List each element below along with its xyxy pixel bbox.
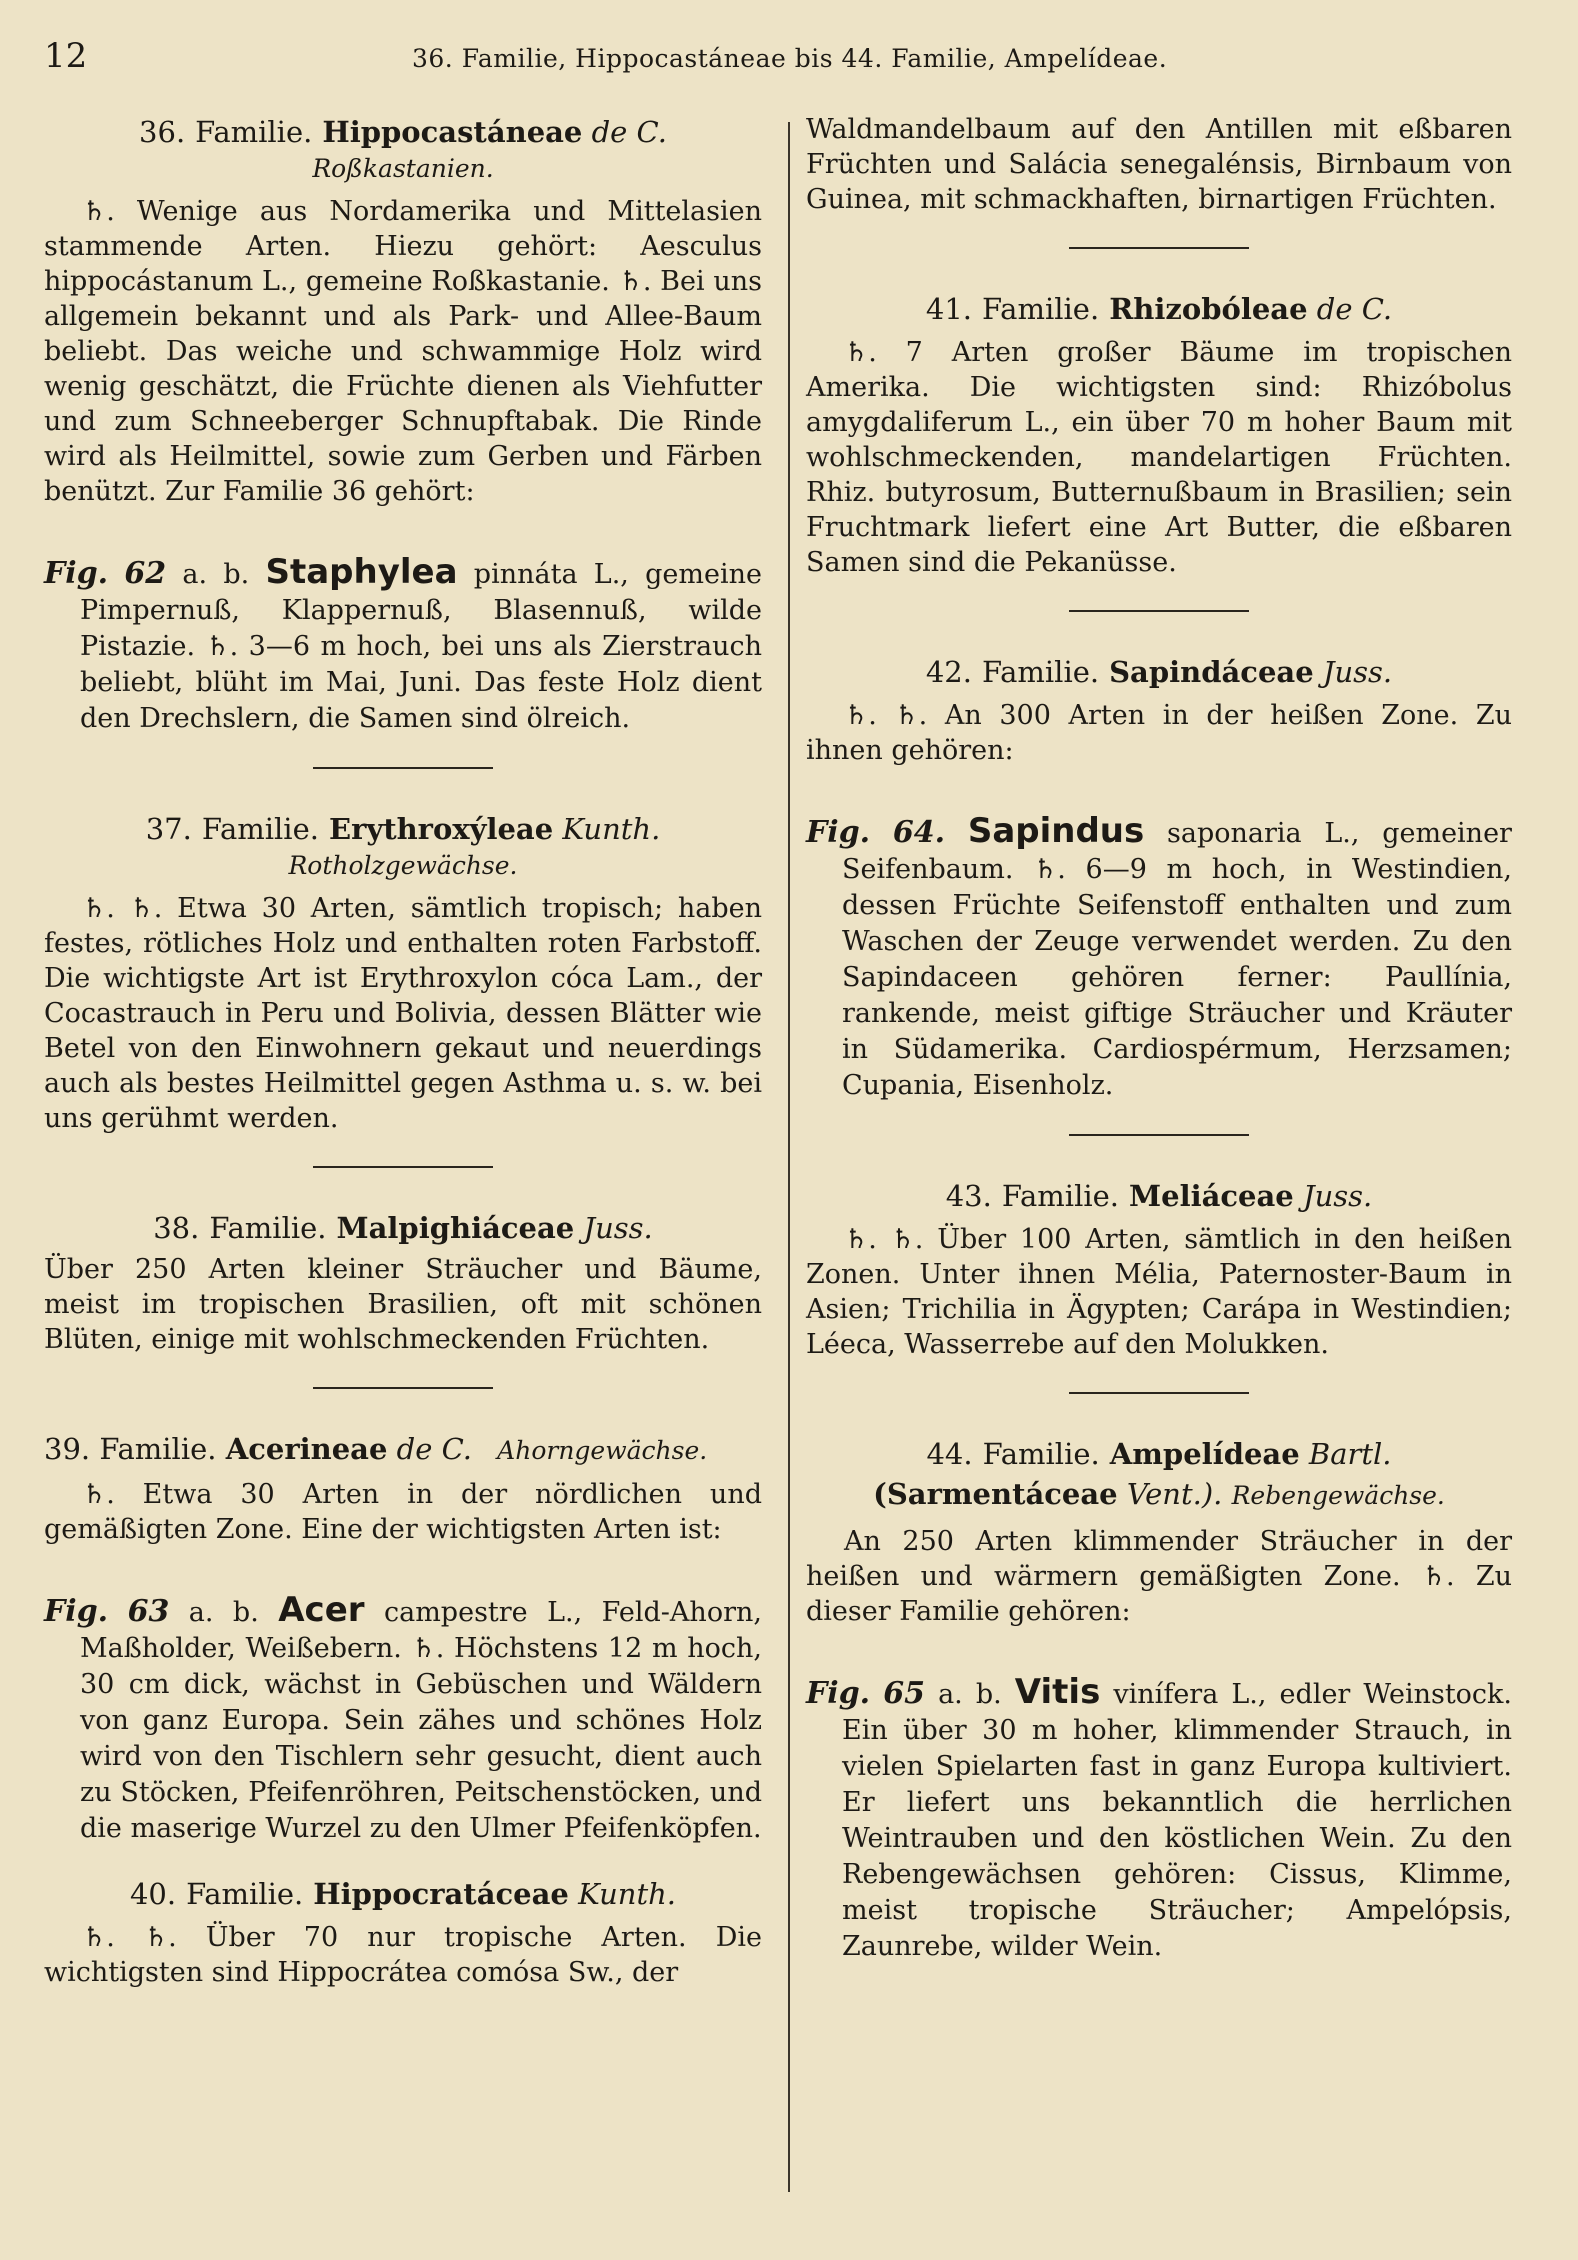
right-column xyxy=(806,112,1512,1992)
family-44 xyxy=(806,1434,1512,1965)
family-heading xyxy=(806,1176,1512,1216)
family-name: Hippocratáceae xyxy=(313,1877,569,1911)
figure-label: Fig. xyxy=(44,1594,109,1629)
family-number: 41. xyxy=(925,292,973,326)
common-name: Rotholzgewächse. xyxy=(288,851,518,880)
section-divider xyxy=(1069,610,1249,612)
family-number: 42. xyxy=(925,655,972,689)
figure-number: 64. xyxy=(892,815,946,850)
figure-label: Fig. xyxy=(44,556,109,591)
family-number: 36. xyxy=(139,115,186,149)
family-author: de C. xyxy=(396,1432,472,1466)
family-author: de C. xyxy=(1316,292,1393,326)
common-name: Roßkastanien. xyxy=(312,154,494,183)
family-label: Familie. xyxy=(982,1437,1100,1471)
section-divider xyxy=(313,1166,493,1168)
family-heading xyxy=(806,289,1512,329)
family-text: ♄. ♄. Über 100 Arten, sämtlich in den heißen Zonen. Unter ihnen Mélia, Paternoster-Baum in Asien; Trichilia in Ägypten; Carápa in Westindien; Léeca, Wasserrebe auf den Molukken. xyxy=(806,1224,1512,1360)
page-number: 12 xyxy=(44,36,88,76)
family-author: Kunth. xyxy=(578,1877,676,1911)
family-heading xyxy=(44,1874,762,1914)
common-name: Rebengewächse. xyxy=(1231,1481,1445,1510)
family-heading xyxy=(806,652,1512,692)
figure-number: 62 xyxy=(124,556,167,591)
family-name: Sapindáceae xyxy=(1109,655,1314,689)
family-synonym: (Sarmentáceae xyxy=(873,1477,1118,1511)
family-name: Erythroxýleae xyxy=(328,812,554,846)
family-heading xyxy=(44,1429,762,1471)
genus-name: Staphylea xyxy=(265,552,458,592)
family-text: ♄. Etwa 30 Arten in der nördlichen und gemäßigten Zone. Eine der wichtigsten Arten ist: xyxy=(44,1479,762,1545)
section-divider xyxy=(1069,247,1249,249)
figure-entry xyxy=(806,1674,1512,1965)
family-heading xyxy=(44,1208,762,1248)
family-author: de C. xyxy=(591,115,667,149)
family-synonym-author: Vent.). xyxy=(1126,1477,1223,1511)
continued-text: Waldmandelbaum auf den Antillen mit eßbaren Früchten und Salácia senegalénsis, Birnbaum von Guinea, mit schmackhaften, birnartigen Früchten. xyxy=(806,114,1512,215)
family-author: Kunth. xyxy=(562,812,661,846)
figure-text: vinífera L., edler Weinstock. Ein über 30 m hoher, klimmender Strauch, in vielen Spielarten fast in ganz Europa kultiviert. Er liefert uns bekanntlich die herrlichen Weintrauben und den köstlichen Wein. Zu den Rebengewächsen gehören: Cissus, Klimme, meist tropische Sträucher; Ampelópsis, Zaunrebe, wilder Wein. xyxy=(842,1679,1512,1962)
figure-entry xyxy=(44,554,762,737)
page-header xyxy=(44,36,1168,76)
family-number: 39. xyxy=(44,1432,91,1466)
family-text: ♄. 7 Arten großer Bäume im tropischen Amerika. Die wichtigsten sind: Rhizóbolus amygdaliferum L., ein über 70 m hoher Baum mit wohlschmeckenden, mandelartigen Früchten. Rhiz. butyrosum, Butternußbaum in Brasilien; sein Fruchtmark liefert eine Art Butter, die eßbaren Samen sind die Pekanüsse. xyxy=(806,337,1512,578)
family-name: Malpighiáceae xyxy=(336,1211,575,1245)
figure-number: 65 xyxy=(883,1676,925,1711)
family-label: Familie. xyxy=(99,1432,217,1466)
column-divider xyxy=(788,122,790,2192)
family-42 xyxy=(806,652,1512,1104)
family-text: ♄. Wenige aus Nordamerika und Mittelasien stammende Arten. Hiezu gehört: Aesculus hippocástanum L., gemeine Roßkastanie. ♄. Bei uns allgemein bekannt und als Park- und Allee-Baum beliebt. Das weiche und schwammige Holz wird wenig geschätzt, die Früchte dienen als Viehfutter und zum Schneeberger Schnupftabak. Die Rinde wird als Heilmittel, sowie zum Gerben und Färben benützt. Zur Familie 36 gehört: xyxy=(44,196,762,507)
family-label: Familie. xyxy=(209,1211,327,1245)
family-text: ♄. ♄. Etwa 30 Arten, sämtlich tropisch; haben festes, rötliches Holz und enthalten roten Farbstoff. Die wichtigste Art ist Erythroxylon cóca Lam., der Cocastrauch in Peru und Bolivia, dessen Blätter wie Betel von den Einwohnern gekaut und neuerdings auch als bestes Heilmittel gegen Asthma u. s. w. bei uns gerühmt werden. xyxy=(44,893,762,1134)
section-divider xyxy=(313,1387,493,1389)
family-37 xyxy=(44,809,762,1136)
figure-entry xyxy=(806,813,1512,1104)
figure-text: saponaria L., gemeiner Seifenbaum. ♄. 6—9 m hoch, in Westindien, dessen Früchte Seifenstoff enthalten und zum Waschen der Zeuge verwendet werden. Zu den Sapindaceen gehören ferner: Paullínia, rankende, meist giftige Sträucher und Kräuter in Südamerika. Cardiospérmum, Herzsamen; Cupania, Eisenholz. xyxy=(842,818,1512,1101)
running-head: 36. Familie, Hippocastáneae bis 44. Familie, Ampelídeae. xyxy=(412,44,1168,73)
figure-label: Fig. xyxy=(806,1676,871,1711)
common-name: Ahorngewächse. xyxy=(497,1436,708,1465)
family-author: Juss. xyxy=(1302,1179,1373,1213)
family-number: 44. xyxy=(926,1437,973,1471)
section-divider xyxy=(1069,1134,1249,1136)
family-41 xyxy=(806,289,1512,580)
family-text: An 250 Arten klimmender Sträucher in der heißen und wärmern gemäßigten Zone. ♄. Zu dieser Familie gehören: xyxy=(806,1526,1512,1627)
family-36 xyxy=(44,112,762,737)
family-text: Über 250 Arten kleiner Sträucher und Bäume, meist im tropischen Brasilien, oft mit schönen Blüten, einige mit wohlschmeckenden Früchten. xyxy=(44,1254,762,1355)
figure-entry xyxy=(44,1592,762,1847)
family-label: Familie. xyxy=(982,292,1100,326)
figure-parts: a. b. xyxy=(182,559,250,590)
figure-number: 63 xyxy=(127,1594,170,1629)
family-number: 40. xyxy=(129,1877,177,1911)
family-label: Familie. xyxy=(195,115,313,149)
left-column xyxy=(44,112,762,1990)
figure-text: pinnáta L., gemeine Pimpernuß, Klappernuß, Blasennuß, wilde Pistazie. ♄. 3—6 m hoch, bei uns als Zierstrauch beliebt, blüht im Mai, Juni. Das feste Holz dient den Drechslern, die Samen sind ölreich. xyxy=(80,559,762,734)
family-heading xyxy=(44,809,762,849)
family-40 xyxy=(44,1874,762,1990)
family-name: Rhizobóleae xyxy=(1109,292,1308,326)
figure-parts: a. b. xyxy=(938,1679,1002,1710)
family-heading xyxy=(44,112,762,152)
family-label: Familie. xyxy=(201,812,319,846)
family-name: Ampelídeae xyxy=(1109,1437,1300,1471)
family-number: 38. xyxy=(153,1211,200,1245)
section-divider xyxy=(313,767,493,769)
genus-name: Acer xyxy=(278,1590,365,1630)
family-number: 43. xyxy=(945,1179,992,1213)
family-43 xyxy=(806,1176,1512,1362)
family-author: Bartl. xyxy=(1308,1437,1392,1471)
family-text: ♄. ♄. Über 70 nur tropische Arten. Die wichtigsten sind Hippocrátea comósa Sw., der xyxy=(44,1922,762,1988)
figure-label: Fig. xyxy=(806,815,871,850)
genus-name: Sapindus xyxy=(967,811,1145,851)
family-label: Familie. xyxy=(1001,1179,1120,1213)
family-38 xyxy=(44,1208,762,1357)
figure-parts: a. b. xyxy=(188,1597,259,1628)
family-author: Juss. xyxy=(1322,655,1393,689)
family-39 xyxy=(44,1429,762,1847)
family-number: 37. xyxy=(145,812,192,846)
family-author: Juss. xyxy=(583,1211,653,1245)
figure-text: campestre L., Feld-Ahorn, Maßholder, Weißebern. ♄. Höchstens 12 m hoch, 30 cm dick, wächst in Gebüschen und Wäldern von ganz Europa. Sein zähes und schönes Holz wird von den Tischlern sehr gesucht, dient auch zu Stöcken, Pfeifenröhren, Peitschenstöcken, und die maserige Wurzel zu den Ulmer Pfeifenköpfen. xyxy=(80,1597,762,1844)
family-text: ♄. ♄. An 300 Arten in der heißen Zone. Zu ihnen gehören: xyxy=(806,700,1512,766)
family-name: Hippocastáneae xyxy=(322,115,583,149)
family-name: Meliáceae xyxy=(1129,1179,1294,1213)
family-heading xyxy=(806,1434,1512,1516)
family-label: Familie. xyxy=(186,1877,304,1911)
genus-name: Vitis xyxy=(1014,1672,1101,1712)
family-label: Familie. xyxy=(981,655,1100,689)
section-divider xyxy=(1069,1392,1249,1394)
family-name: Acerineae xyxy=(225,1432,388,1466)
